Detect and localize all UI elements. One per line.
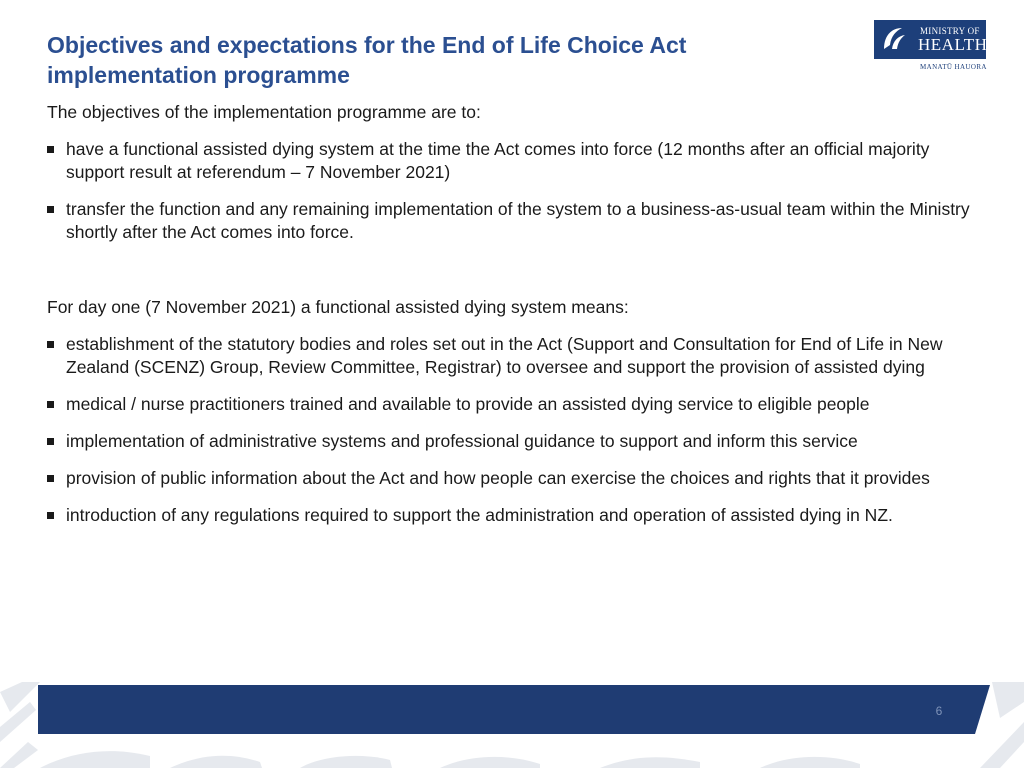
ministry-of-health-logo [874, 20, 986, 74]
objectives-intro: The objectives of the implementation programme are to: [47, 102, 481, 122]
bullet-square-icon [47, 512, 54, 519]
objectives-list [47, 138, 977, 244]
bullet-square-icon [47, 146, 54, 153]
day-one-section [47, 296, 977, 527]
list-item-text: introduction of any regulations required to support the administration and operation of assisted dying in NZ. [66, 505, 893, 525]
bullet-square-icon [47, 206, 54, 213]
logo-text-health: HEALTH [918, 35, 988, 54]
list-item [47, 333, 977, 379]
logo-subtitle: MANATŪ HAUORA [920, 63, 987, 71]
day-one-intro: For day one (7 November 2021) a functional assisted dying system means: [47, 297, 629, 317]
page-number: 6 [935, 704, 943, 718]
footer-band [0, 682, 1024, 768]
list-item-text: have a functional assisted dying system at the time the Act comes into force (12 months after an official majority support result at referendum – 7 November 2021) [66, 139, 930, 182]
list-item-text: establishment of the statutory bodies and roles set out in the Act (Support and Consultation for End of Life in New Zealand (SCENZ) Group, Review Committee, Registrar) to oversee and support the provision of assisted dying [66, 334, 943, 377]
list-item-text: implementation of administrative systems and professional guidance to support and inform this service [66, 431, 858, 451]
koru-logo-icon [878, 23, 910, 55]
list-item [47, 138, 977, 184]
list-item-text: medical / nurse practitioners trained and available to provide an assisted dying service to eligible people [66, 394, 870, 414]
list-item-text: transfer the function and any remaining implementation of the system to a business-as-usual team within the Ministry shortly after the Act comes into force. [66, 199, 970, 242]
slide-title: Objectives and expectations for the End of Life Choice Act implementation programme [47, 32, 687, 88]
bullet-square-icon [47, 438, 54, 445]
list-item-text: provision of public information about the Act and how people can exercise the choices and rights that it provides [66, 468, 930, 488]
objectives-section [47, 101, 977, 244]
day-one-list [47, 333, 977, 527]
logo-box [874, 20, 986, 59]
bullet-square-icon [47, 401, 54, 408]
list-item [47, 504, 977, 527]
footer-pattern [0, 682, 1024, 768]
bullet-square-icon [47, 475, 54, 482]
list-item [47, 198, 977, 244]
list-item [47, 430, 977, 453]
list-item [47, 393, 977, 416]
bullet-square-icon [47, 341, 54, 348]
list-item [47, 467, 977, 490]
logo-text-ministry: MINISTRY OF [920, 26, 980, 36]
